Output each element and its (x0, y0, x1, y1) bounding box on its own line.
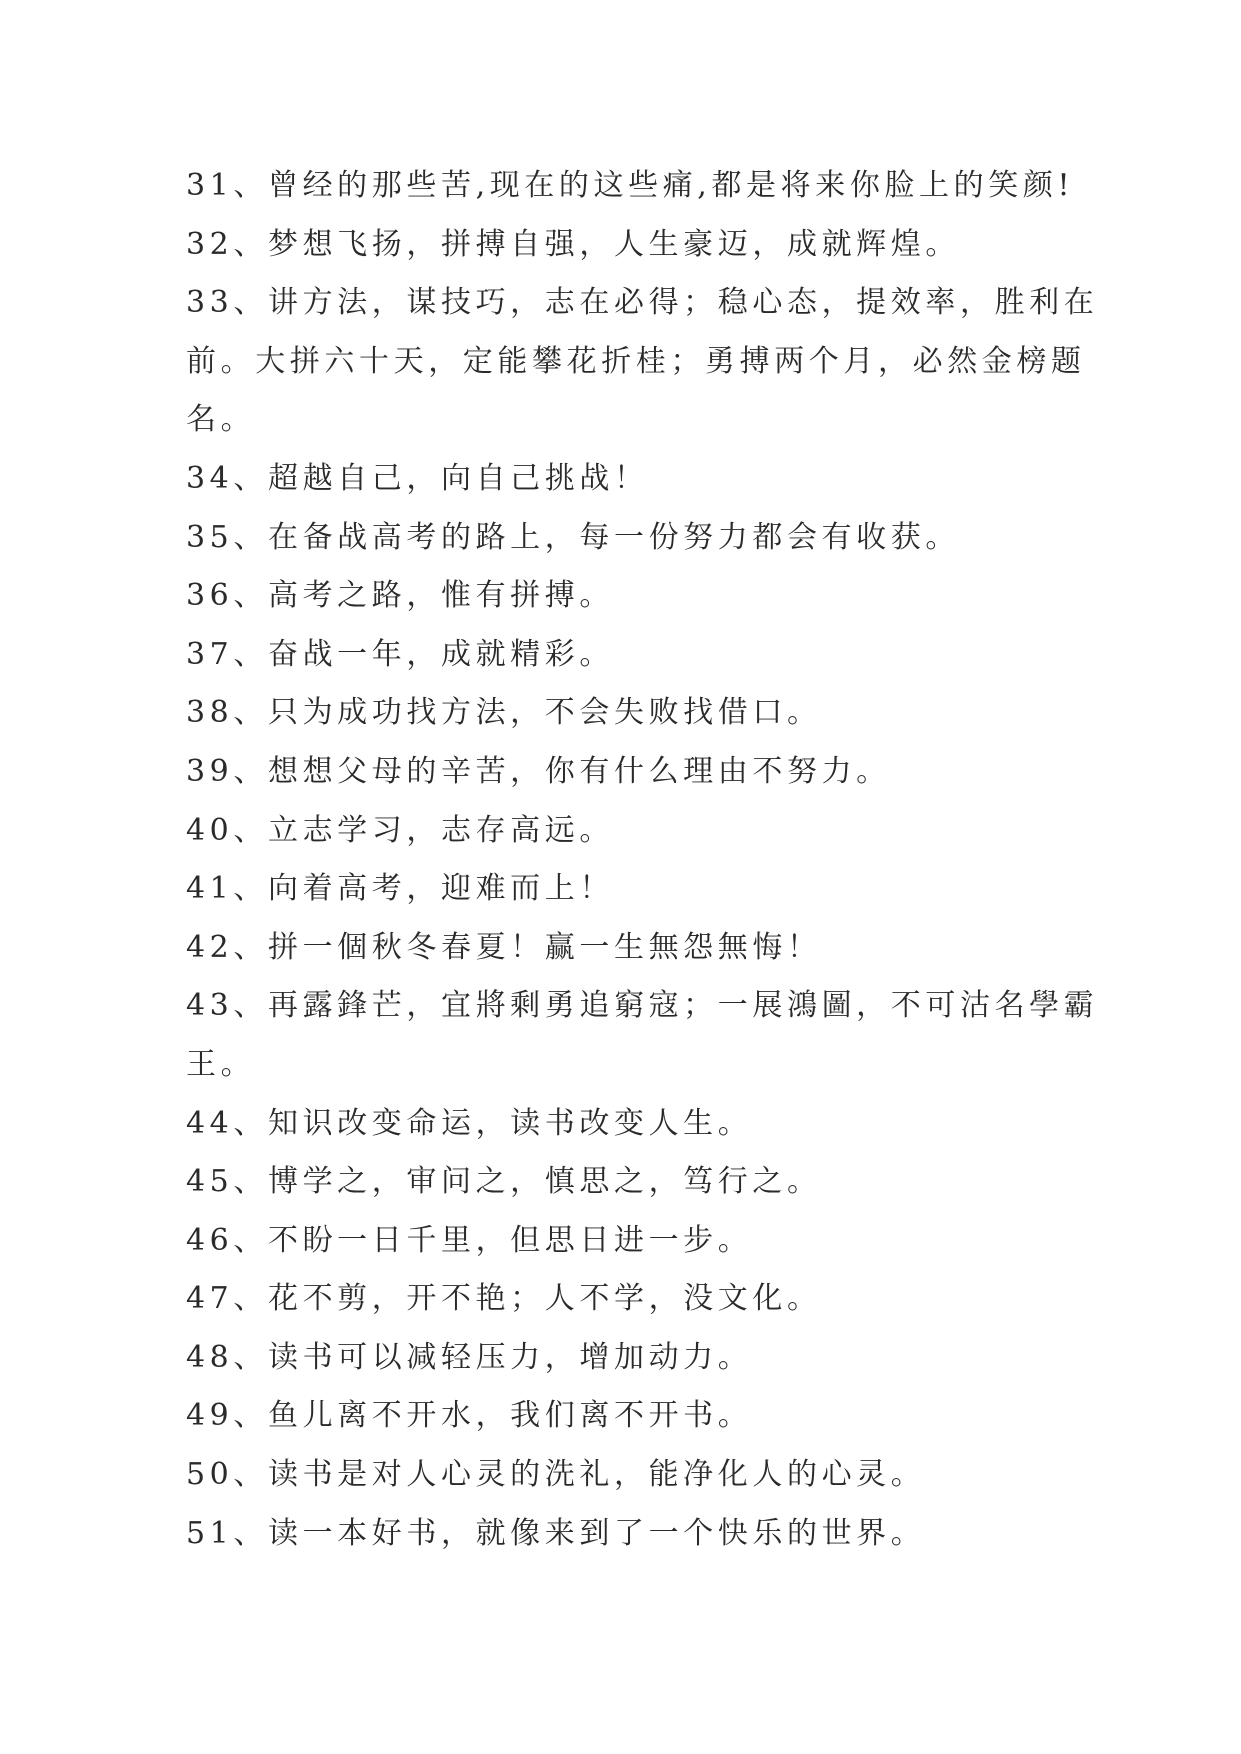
text-line: 35、在备战高考的路上，每一份努力都会有收获。 (186, 519, 960, 555)
text-line: 43、再露鋒芒，宜將剩勇追窮寇；一展鴻圖，不可沽名學霸 (186, 988, 1099, 1024)
quote-list (186, 157, 1099, 1563)
text-line: 47、花不剪，开不艳；人不学，没文化。 (186, 1281, 822, 1317)
text-line: 38、只为成功找方法，不会失败找借口。 (186, 695, 822, 731)
text-line: 40、立志学习，志存高远。 (186, 812, 614, 848)
text-line: 名。 (186, 402, 256, 438)
text-line: 50、读书是对人心灵的洗礼，能净化人的心灵。 (186, 1457, 926, 1493)
text-line: 33、讲方法，谋技巧，志在必得；稳心态，提效率，胜利在 (186, 285, 1099, 321)
text-line: 王。 (186, 1046, 256, 1082)
text-line: 32、梦想飞扬，拼搏自强，人生豪迈，成就辉煌。 (186, 226, 960, 262)
text-line: 49、鱼儿离不开水，我们离不开书。 (186, 1398, 753, 1434)
text-line: 44、知识改变命运，读书改变人生。 (186, 1105, 753, 1141)
text-line: 46、不盼一日千里，但思日进一步。 (186, 1222, 753, 1258)
text-line: 42、拼一個秋冬春夏！赢一生無怨無悔！ (186, 929, 822, 965)
text-line: 41、向着高考，迎难而上！ (186, 871, 614, 907)
text-line: 31、曾经的那些苦,现在的这些痛,都是将来你脸上的笑颜! (186, 168, 1075, 203)
text-line: 36、高考之路，惟有拼搏。 (186, 578, 614, 614)
text-line: 37、奋战一年，成就精彩。 (186, 636, 614, 672)
text-line: 48、读书可以减轻压力，增加动力。 (186, 1339, 753, 1375)
text-line: 51、读一本好书，就像来到了一个快乐的世界。 (186, 1515, 926, 1551)
text-line: 34、超越自己，向自己挑战！ (186, 460, 649, 496)
text-line: 前。大拼六十天，定能攀花折桂；勇搏两个月，必然金榜题 (186, 343, 1086, 379)
text-line: 39、想想父母的辛苦，你有什么理由不努力。 (186, 753, 891, 789)
text-line: 45、博学之，审问之，慎思之，笃行之。 (186, 1164, 822, 1200)
